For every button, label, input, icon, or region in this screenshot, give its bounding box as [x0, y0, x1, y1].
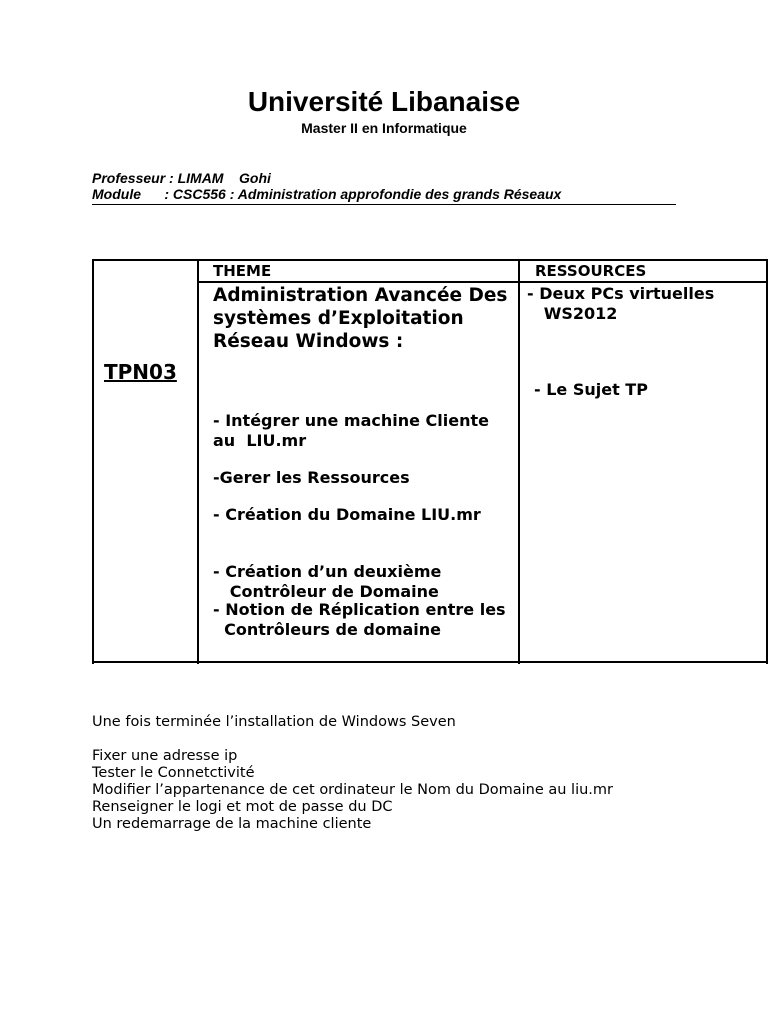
header-rule	[92, 204, 676, 205]
step-item: Fixer une adresse ip	[92, 748, 238, 764]
step-item: Modifier l’appartenance de cet ordinateur le Nom du Domaine au liu.mr	[92, 782, 614, 798]
theme-item: - Notion de Réplication entre les Contrôleurs de domaine	[213, 600, 506, 639]
theme-item: -Gerer les Ressources	[213, 468, 410, 487]
theme-item: - Création du Domaine LIU.mr	[213, 505, 481, 524]
document-subtitle: Master II en Informatique	[301, 120, 467, 136]
professor-line: Professeur : LIMAM Gohi	[92, 170, 271, 186]
step-item: Un redemarrage de la machine cliente	[92, 816, 372, 832]
resources-header: RESSOURCES	[535, 262, 647, 280]
module-line: Module : CSC556 : Administration approfondie des grands Réseaux	[92, 186, 562, 202]
resource-item: - Le Sujet TP	[534, 380, 648, 399]
intro-text: Une fois terminée l’installation de Windows Seven	[92, 714, 456, 730]
table-header-rule	[197, 281, 768, 283]
table-border-bottom	[92, 661, 768, 663]
table-border-top	[92, 259, 768, 261]
document-title: Université Libanaise	[247, 86, 521, 117]
theme-header: THEME	[213, 262, 272, 280]
theme-item: - Création d’un deuxième Contrôleur de Domaine	[213, 562, 442, 601]
table-border-col1	[197, 259, 199, 664]
theme-item: - Intégrer une machine Cliente au LIU.mr	[213, 411, 501, 450]
theme-title: Administration Avancée Des systèmes d’Exploitation Réseau Windows :	[213, 285, 508, 352]
table-border-left	[92, 259, 94, 664]
step-item: Renseigner le logi et mot de passe du DC	[92, 799, 393, 815]
table-border-col2	[518, 259, 520, 664]
step-item: Tester le Connetctivité	[92, 765, 255, 781]
tp-code: TPN03	[104, 360, 177, 384]
resource-item: - Deux PCs virtuelles WS2012	[527, 284, 715, 323]
